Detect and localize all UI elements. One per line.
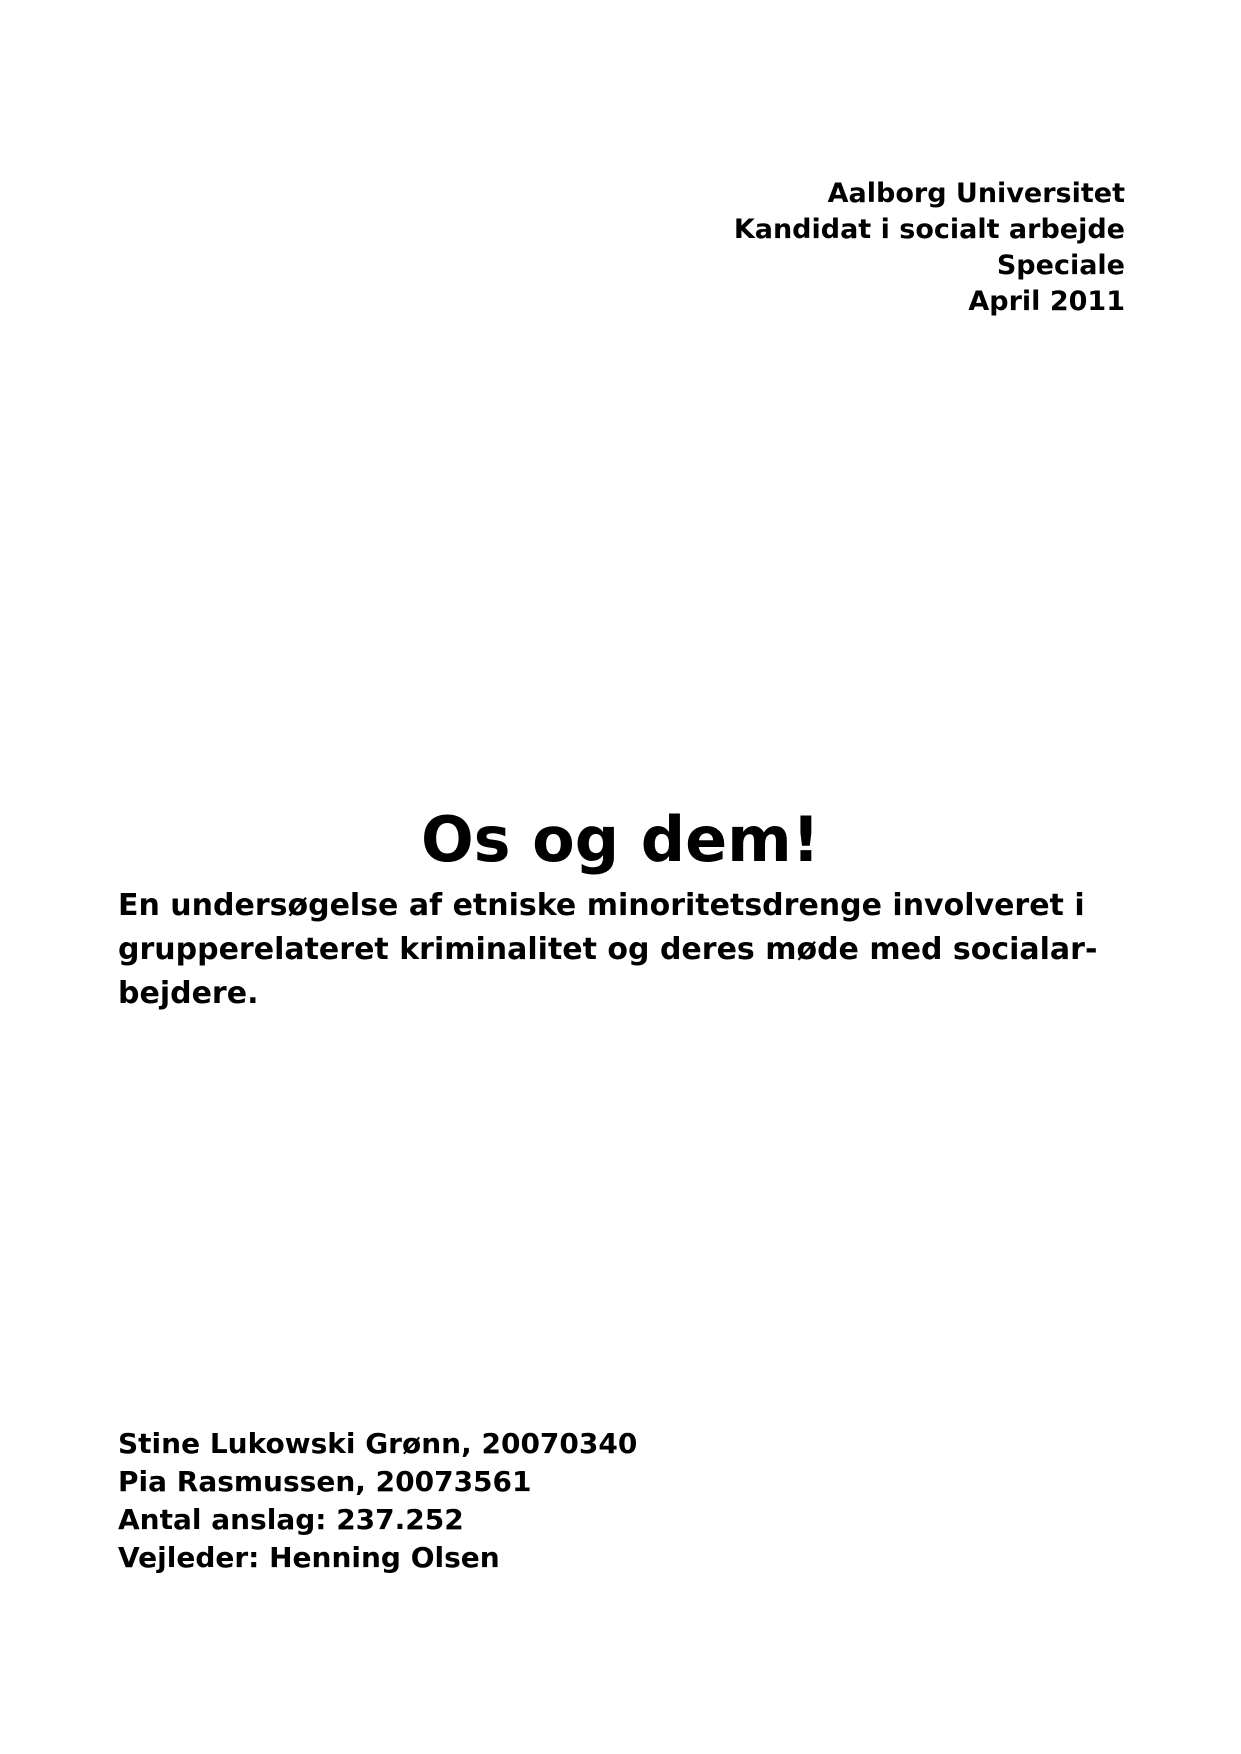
- program-name: Kandidat i socialt arbejde: [733, 214, 1125, 245]
- document-title: Os og dem!: [420, 803, 821, 876]
- character-count: Antal anslag: 237.252: [118, 1503, 464, 1536]
- supervisor: Vejleder: Henning Olsen: [118, 1541, 500, 1574]
- document-subtitle: [118, 884, 1118, 1016]
- author-1: Stine Lukowski Grønn, 20070340: [118, 1427, 638, 1460]
- subtitle-line: En undersøgelse af etniske minoritetsdrenge involveret i: [118, 888, 1085, 923]
- author-info: [118, 1425, 818, 1577]
- institution-header: [565, 176, 1125, 320]
- author-2: Pia Rasmussen, 20073561: [118, 1465, 532, 1498]
- document-date: April 2011: [968, 286, 1125, 317]
- university-name: Aalborg Universitet: [827, 178, 1125, 209]
- document-type: Speciale: [996, 250, 1125, 281]
- subtitle-line: grupperelateret kriminalitet og deres møde med socialar-: [118, 932, 1098, 967]
- subtitle-line: bejdere.: [118, 976, 259, 1011]
